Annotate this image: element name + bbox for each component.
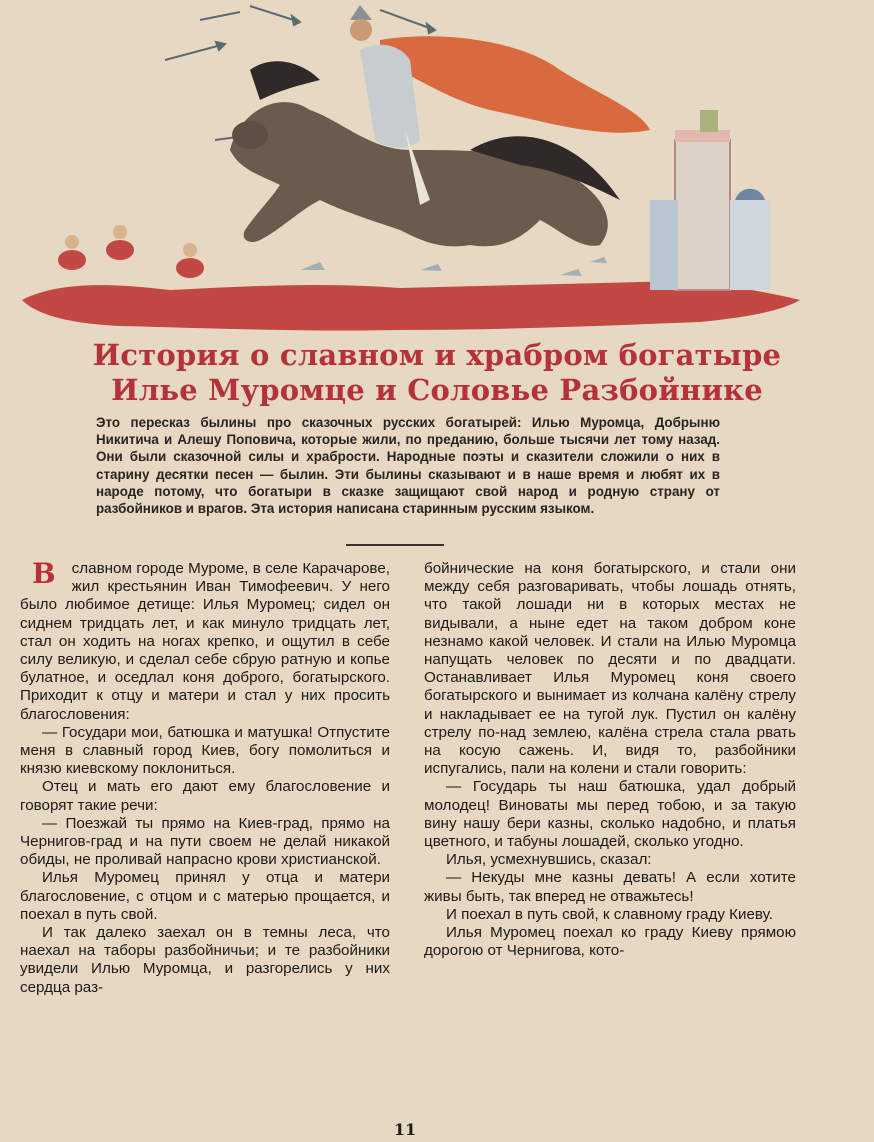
- section-divider: [346, 544, 444, 546]
- fleeing-figures: [58, 225, 204, 278]
- grass-tufts: [300, 257, 607, 276]
- paragraph: — Государи мои, батюшка и матушка! Отпустите меня в славный город Киев, богу помолиться и князю киевскому поклониться.: [20, 723, 390, 778]
- paragraph: Отец и мать его дают ему благословение и говорят такие речи:: [20, 778, 390, 814]
- fortress: [650, 110, 770, 290]
- paragraph: бойнические на коня богатырского, и стали они между себя разговаривать, чтобы лошадь отнять, что такой лошади ни в которых местах не видывали, а ныне едет на таком добром коне незнамо какой человек. И стали на Илью Муромца напущать человек по десяти и по двадцати. Останавливает Илья Муромец коня своего богатырского и вынимает из колчана калёну стрелу и накладывает ее на тугой лук. Пустил он калёну стрелу по-над землею, калёна стрела стала рвать на косую сажень. И, видя то, разбойники испугались, пали на колени и стали говорить:: [424, 560, 796, 778]
- paragraph: Илья Муромец принял у отца и матери благословение, с отцом и с матерью прощается, и поехал в путь свой.: [20, 869, 390, 923]
- intro-paragraph: Это пересказ былины про сказочных русских богатырей: Илью Муромца, Добрыню Никитича и Алешу Поповича, которые жили, по преданию, больше тысячи лет тому назад. Они были сказочной силы и храбрости. Народные поэты и сказители сложили о них в старину десятки песен — былин. Эти былины сказывают и в наше время и любят их в народе потому, что богатыри в сказке защищают свой народ и родную страну от разбойников и врагов. Эта история написана старинным русским языком.: [96, 415, 720, 517]
- drop-cap: В: [32, 557, 56, 590]
- story-title-line-1: История о славном и храбром богатыре: [92, 338, 782, 372]
- paragraph: — Государь ты наш батюшка, удал добрый молодец! Виноваты мы перед тобою, и за такую вину нашу бери казны, сколько надобно, и платья цветного, и табуны лошадей, сколько угодно.: [424, 778, 796, 851]
- paragraph: Илья Муромец поехал ко граду Киеву прямою дорогою от Чернигова, кото-: [424, 924, 796, 960]
- paragraph: — Поезжай ты прямо на Киев-град, прямо на Чернигов-град и на пути своем не делай никакой обиды, не проливай напрасно крови христианской.: [20, 814, 390, 869]
- paragraph: Илья, усмехнувшись, сказал:: [446, 851, 652, 869]
- page-number: 11: [393, 1120, 417, 1139]
- paragraph-text: славном городе Муроме, в селе Карачарове, жил крестьянин Иван Тимофеевич. У него было любимое детище: Илья Муромец; сидел он сиднем тридцать лет, и как минуло тридцать лет, стал он ходить на ногах крепко, и ощутил в себе силу великую, и сделал себе сбрую ратную и копье булатное, и оседлал коня доброго, богатырского. Приходит к отцу и матери и стал у них просить благословения:: [20, 560, 390, 723]
- right-column: [424, 560, 796, 960]
- paragraph: И так далеко заехал он в темны леса, что наехал на таборы разбойничьи; и те разбойники увидели Илью Муромца, и разгорелись у них сердца раз-: [20, 924, 390, 996]
- paragraph: И поехал в путь свой, к славному граду Киеву.: [446, 905, 773, 923]
- story-title: [40, 338, 834, 408]
- left-column: [20, 557, 390, 997]
- story-title-line-2: Илье Муромце и Соловье Разбойнике: [111, 373, 763, 407]
- illustration-ilya-muromets: [0, 0, 874, 340]
- paragraph: — Некуды мне казны девать! А если хотите живы быть, так вперед не отважьтесь!: [424, 869, 796, 905]
- paragraph: [20, 557, 390, 724]
